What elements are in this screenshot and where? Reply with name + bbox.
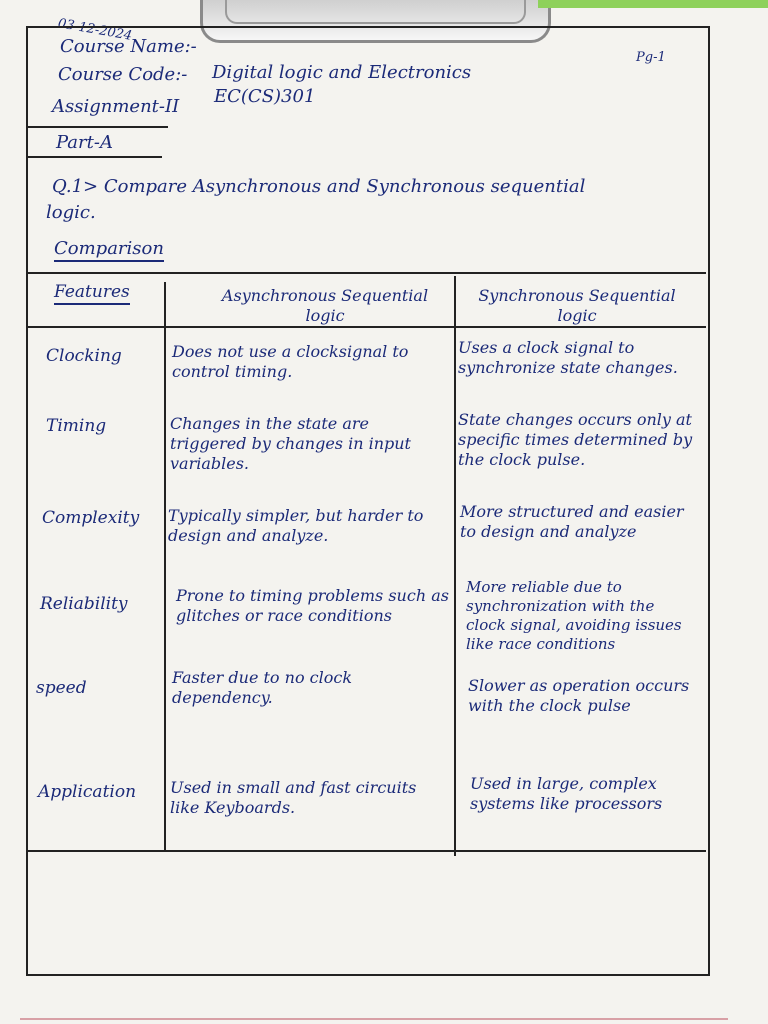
paper-border bbox=[26, 26, 710, 976]
background-red-line bbox=[20, 1018, 728, 1020]
assignment-title: Assignment-II bbox=[52, 96, 180, 117]
table-col-divider-1 bbox=[164, 282, 166, 850]
assignment-rule bbox=[28, 126, 168, 128]
table-row-async: Changes in the state are triggered by changes in input variables. bbox=[170, 414, 411, 473]
table-top-rule bbox=[28, 272, 706, 274]
table-row-sync: More structured and easier to design and analyze bbox=[460, 502, 684, 541]
course-name: Digital logic and Electronics bbox=[212, 62, 472, 83]
page-number: Pg-1 bbox=[636, 50, 666, 65]
part-heading: Part-A bbox=[56, 132, 113, 153]
part-rule bbox=[28, 156, 162, 158]
table-row-async: Used in small and fast circuits like Keyboards. bbox=[170, 778, 417, 817]
table-header-features: Features bbox=[54, 282, 130, 305]
table-row-async: Faster due to no clock dependency. bbox=[172, 668, 353, 707]
table-row-feature: Application bbox=[38, 782, 137, 802]
table-row-sync: More reliable due to synchronization with the clock signal, avoiding issues like race conditions bbox=[466, 578, 682, 653]
table-header-rule bbox=[28, 326, 706, 328]
table-row-feature: Timing bbox=[46, 416, 107, 436]
table-header-async: Asynchronous Sequential logic bbox=[221, 286, 429, 325]
question-text: Q.1> Compare Asynchronous and Synchronous sequential bbox=[52, 176, 586, 197]
table-header-sync: Synchronous Sequential logic bbox=[478, 286, 676, 325]
table-row-feature: Clocking bbox=[46, 346, 122, 366]
clip-hinge bbox=[225, 0, 526, 24]
table-row-sync: Slower as operation occurs with the clock pulse bbox=[468, 676, 690, 715]
course-name-label: Course Name:- bbox=[60, 36, 197, 57]
table-row-feature: Complexity bbox=[42, 508, 140, 528]
table-row-async: Does not use a clocksignal to control timing. bbox=[172, 342, 409, 381]
table-row-feature: Reliability bbox=[40, 594, 128, 614]
comparison-heading: Comparison bbox=[54, 238, 164, 262]
table-row-async: Prone to timing problems such as glitches or race conditions bbox=[176, 586, 449, 625]
table-row-feature: speed bbox=[36, 678, 87, 698]
table-col-divider-2 bbox=[454, 276, 456, 856]
background-green-strip bbox=[538, 0, 768, 8]
table-row-sync: Uses a clock signal to synchronize state changes. bbox=[458, 338, 678, 377]
date: 03-12-2024 bbox=[56, 16, 134, 44]
table-row-sync: Used in large, complex systems like processors bbox=[470, 774, 663, 813]
course-code-label: Course Code:- bbox=[58, 64, 188, 85]
table-bottom-rule bbox=[28, 850, 706, 852]
course-code: EC(CS)301 bbox=[214, 86, 316, 107]
table-row-sync: State changes occurs only at specific times determined by the clock pulse. bbox=[458, 410, 693, 469]
question-text-cont: logic. bbox=[46, 202, 96, 223]
table-row-async: Typically simpler, but harder to design and analyze. bbox=[168, 506, 424, 545]
